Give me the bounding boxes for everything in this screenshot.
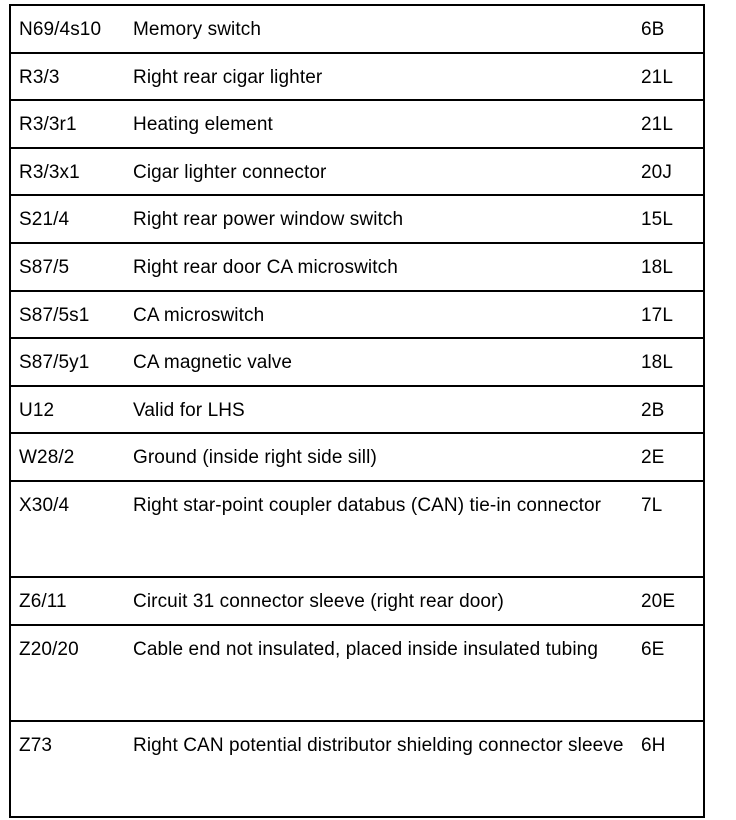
- table-row: [10, 481, 704, 577]
- component-code: Z6/11: [10, 577, 133, 625]
- component-code: W28/2: [10, 433, 133, 481]
- component-description: Right star-point coupler databus (CAN) tie-in connector: [133, 481, 641, 577]
- component-description: Ground (inside right side sill): [133, 433, 641, 481]
- component-code: S87/5: [10, 243, 133, 291]
- grid-location: 17L: [641, 291, 704, 339]
- table-row: [10, 291, 704, 339]
- table-row: [10, 53, 704, 101]
- grid-location: 18L: [641, 243, 704, 291]
- component-code: N69/4s10: [10, 5, 133, 53]
- grid-location: 7L: [641, 481, 704, 577]
- component-description: Heating element: [133, 100, 641, 148]
- table-row: [10, 148, 704, 196]
- component-code: S21/4: [10, 195, 133, 243]
- table-row: [10, 5, 704, 53]
- component-description: Right CAN potential distributor shielding connector sleeve: [133, 721, 641, 817]
- component-description: Cable end not insulated, placed inside insulated tubing: [133, 625, 641, 721]
- grid-location: 2E: [641, 433, 704, 481]
- component-code: Z20/20: [10, 625, 133, 721]
- grid-location: 21L: [641, 100, 704, 148]
- component-code: S87/5y1: [10, 338, 133, 386]
- component-description: Memory switch: [133, 5, 641, 53]
- table-row: [10, 338, 704, 386]
- grid-location: 6E: [641, 625, 704, 721]
- component-description: Right rear door CA microswitch: [133, 243, 641, 291]
- component-code: Z73: [10, 721, 133, 817]
- component-code: U12: [10, 386, 133, 434]
- table-row: [10, 386, 704, 434]
- component-legend-table: [9, 4, 705, 818]
- component-code: X30/4: [10, 481, 133, 577]
- component-description: CA magnetic valve: [133, 338, 641, 386]
- component-code: R3/3: [10, 53, 133, 101]
- grid-location: 18L: [641, 338, 704, 386]
- component-description: Right rear power window switch: [133, 195, 641, 243]
- grid-location: 6B: [641, 5, 704, 53]
- component-description: Circuit 31 connector sleeve (right rear door): [133, 577, 641, 625]
- component-code: R3/3x1: [10, 148, 133, 196]
- table-row: [10, 195, 704, 243]
- component-code: S87/5s1: [10, 291, 133, 339]
- grid-location: 6H: [641, 721, 704, 817]
- component-code: R3/3r1: [10, 100, 133, 148]
- component-description: Right rear cigar lighter: [133, 53, 641, 101]
- grid-location: 15L: [641, 195, 704, 243]
- grid-location: 20E: [641, 577, 704, 625]
- table-row: [10, 100, 704, 148]
- component-description: Cigar lighter connector: [133, 148, 641, 196]
- component-description: Valid for LHS: [133, 386, 641, 434]
- grid-location: 20J: [641, 148, 704, 196]
- component-description: CA microswitch: [133, 291, 641, 339]
- table-row: [10, 625, 704, 721]
- grid-location: 21L: [641, 53, 704, 101]
- table-row: [10, 577, 704, 625]
- table-row: [10, 433, 704, 481]
- table-row: [10, 243, 704, 291]
- grid-location: 2B: [641, 386, 704, 434]
- table-row: [10, 721, 704, 817]
